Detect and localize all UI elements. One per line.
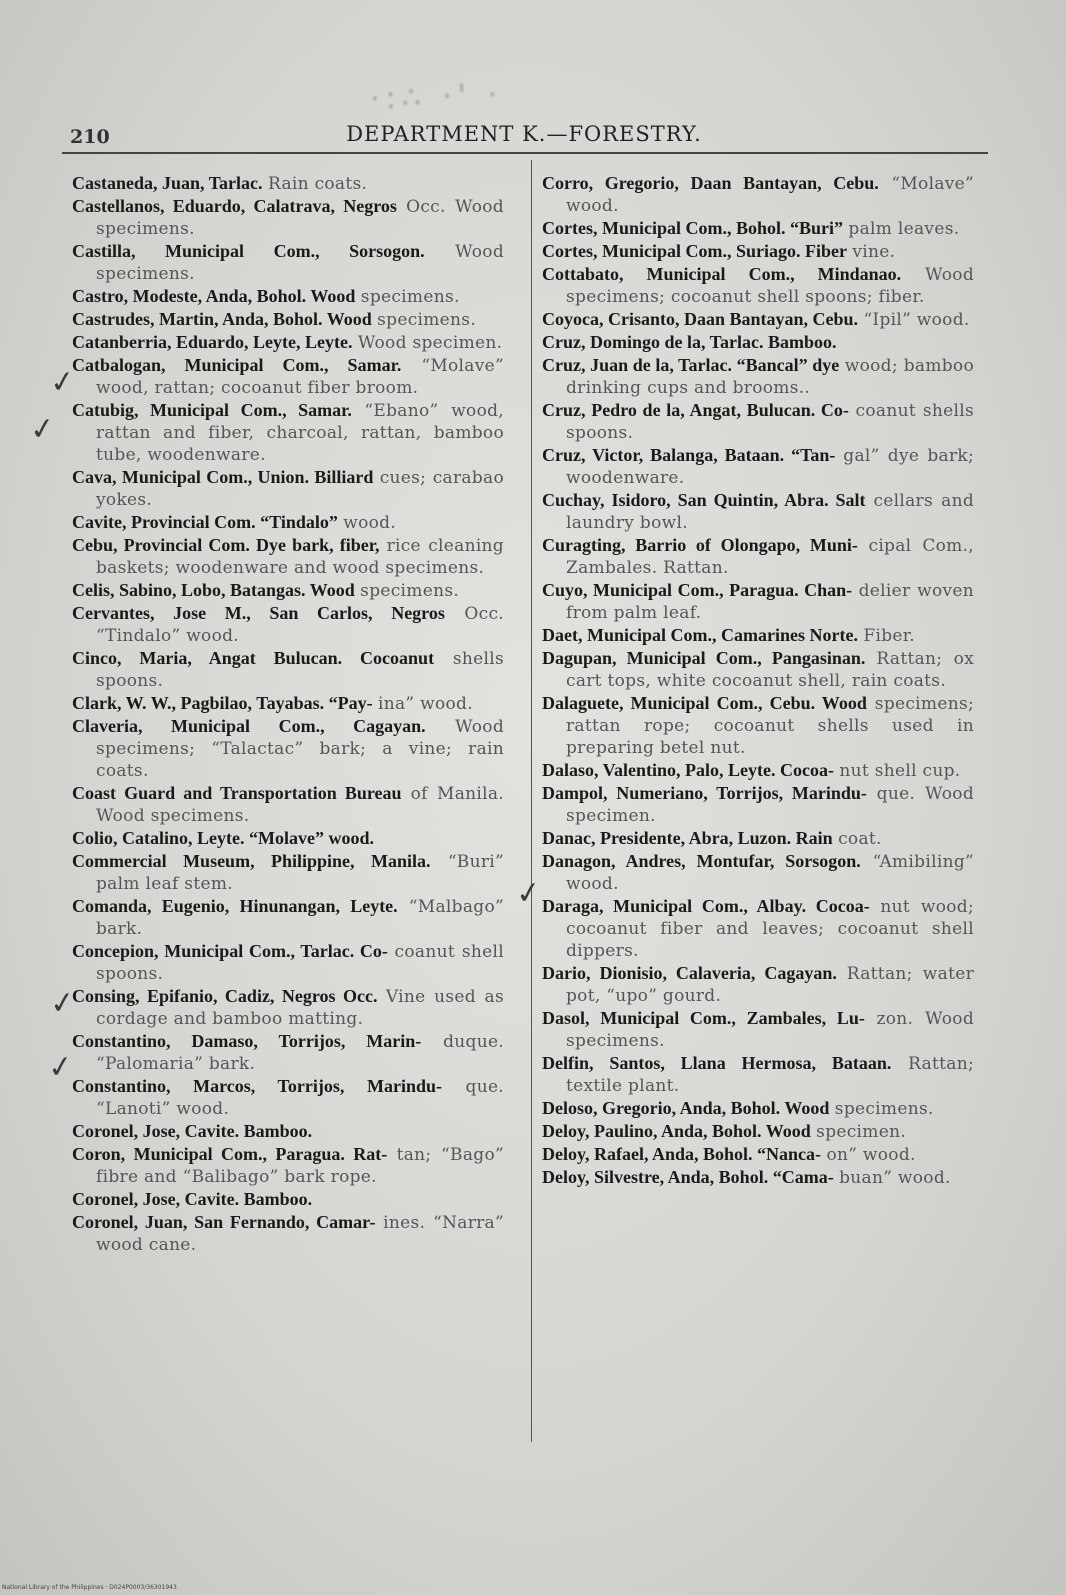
entry-name: Castro, Modeste, Anda, Bohol. Wood bbox=[72, 286, 356, 306]
entry-description: duque. “Palomaria” bark. bbox=[96, 1032, 505, 1074]
entry-name: Cava, Municipal Com., Union. Billiard bbox=[72, 467, 374, 487]
entry-name: Cortes, Municipal Com., Bohol. “Buri” bbox=[542, 218, 844, 238]
entry-description: “Molave” wood, rattan; cocoanut fiber broom. bbox=[96, 356, 504, 398]
entry-description: que. Wood specimen. bbox=[566, 784, 975, 826]
index-entry bbox=[542, 217, 974, 240]
entry-name: Cinco, Maria, Angat Bulucan. Cocoanut bbox=[72, 648, 435, 668]
right-column bbox=[542, 172, 974, 1189]
index-entry bbox=[72, 1075, 504, 1120]
index-entry bbox=[72, 692, 504, 715]
entry-name: Coronel, Juan, San Fernando, Camar- bbox=[72, 1212, 376, 1232]
index-entry bbox=[542, 782, 974, 827]
index-entry bbox=[542, 263, 974, 308]
entry-name: Commercial Museum, Philippine, Manila. bbox=[72, 851, 431, 871]
entry-description: specimens. bbox=[377, 310, 477, 330]
index-entry bbox=[542, 1120, 974, 1143]
index-entry bbox=[72, 466, 504, 511]
entry-name: Clark, W. W., Pagbilao, Tayabas. “Pay- bbox=[72, 693, 373, 713]
entry-name: Danagon, Andres, Montufar, Sorsogon. bbox=[542, 851, 861, 871]
entry-name: Constantino, Marcos, Torrijos, Marindu- bbox=[72, 1076, 442, 1096]
entry-name: Cruz, Domingo de la, Tarlac. Bamboo. bbox=[542, 332, 837, 352]
page-title: DEPARTMENT K.—FORESTRY. bbox=[346, 122, 702, 146]
entry-name: Cortes, Municipal Com., Suriago. Fiber bbox=[542, 241, 847, 261]
index-entry bbox=[72, 172, 504, 195]
index-entry bbox=[72, 1143, 504, 1188]
index-entry bbox=[542, 1007, 974, 1052]
entry-name: Colio, Catalino, Leyte. “Molave” wood. bbox=[72, 828, 374, 848]
entry-name: Cottabato, Municipal Com., Mindanao. bbox=[542, 264, 902, 284]
entry-description: buan” wood. bbox=[839, 1168, 951, 1188]
index-entry bbox=[542, 624, 974, 647]
entry-name: Consing, Epifanio, Cadiz, Negros Occ. bbox=[72, 986, 378, 1006]
entry-description: specimens. bbox=[360, 287, 460, 307]
entry-name: Coyoca, Crisanto, Daan Bantayan, Cebu. bbox=[542, 309, 859, 329]
index-entry bbox=[542, 1097, 974, 1120]
index-entry bbox=[542, 895, 974, 962]
index-entry bbox=[542, 399, 974, 444]
entry-description: ina” wood. bbox=[378, 694, 473, 714]
entry-description: “Malbago” bark. bbox=[96, 897, 504, 939]
page-header bbox=[62, 120, 986, 156]
entry-name: Cruz, Juan de la, Tarlac. “Bancal” dye bbox=[542, 355, 840, 375]
index-entry bbox=[72, 715, 504, 782]
entry-name: Castellanos, Eduardo, Calatrava, Negros bbox=[72, 196, 397, 216]
entry-name: Cavite, Provincial Com. “Tindalo” bbox=[72, 512, 338, 532]
entry-description: coanut shell spoons. bbox=[96, 942, 504, 984]
entry-name: Cruz, Pedro de la, Angat, Bulucan. Co- bbox=[542, 400, 849, 420]
index-entry bbox=[542, 240, 974, 263]
index-entry bbox=[72, 195, 504, 240]
index-entry bbox=[72, 782, 504, 827]
index-entry bbox=[542, 444, 974, 489]
index-entry bbox=[72, 399, 504, 466]
entry-description: “Ipil” wood. bbox=[863, 310, 970, 330]
entry-description: cues; carabao yokes. bbox=[96, 468, 505, 510]
index-entry bbox=[72, 985, 504, 1030]
index-entry bbox=[72, 354, 504, 399]
entry-description: Wood specimens. bbox=[96, 242, 504, 284]
index-entry bbox=[72, 331, 504, 354]
header-rule bbox=[62, 152, 988, 154]
entry-description: tan; “Bago” fibre and “Balibago” bark rope. bbox=[96, 1145, 504, 1187]
index-entry bbox=[542, 354, 974, 399]
entry-description: zon. Wood specimens. bbox=[566, 1009, 975, 1051]
entry-name: Castrudes, Martin, Anda, Bohol. Wood bbox=[72, 309, 372, 329]
entry-name: Dampol, Numeriano, Torrijos, Marindu- bbox=[542, 783, 867, 803]
entry-name: Castaneda, Juan, Tarlac. bbox=[72, 173, 263, 193]
entry-description: ines. “Narra” wood cane. bbox=[96, 1213, 504, 1255]
column-divider bbox=[531, 160, 532, 1442]
entry-description: Fiber. bbox=[863, 626, 915, 646]
index-entry bbox=[542, 331, 974, 354]
index-entry bbox=[72, 534, 504, 579]
index-entry bbox=[542, 534, 974, 579]
index-entry bbox=[542, 759, 974, 782]
entry-description: Wood specimens; “Talactac” bark; a vine; rain coats. bbox=[96, 717, 505, 781]
index-entry bbox=[72, 827, 504, 850]
entry-name: Dalaso, Valentino, Palo, Leyte. Cocoa- bbox=[542, 760, 834, 780]
index-entry bbox=[72, 1211, 504, 1256]
index-entry bbox=[542, 692, 974, 759]
entry-description: specimen. bbox=[816, 1122, 907, 1142]
entry-description: “Ebano” wood, rattan and fiber, charcoal, rattan, bamboo tube, woodenware. bbox=[96, 401, 505, 465]
index-entry bbox=[542, 962, 974, 1007]
entry-name: Daraga, Municipal Com., Albay. Cocoa- bbox=[542, 896, 870, 916]
entry-name: Daet, Municipal Com., Camarines Norte. bbox=[542, 625, 858, 645]
entry-name: Castilla, Municipal Com., Sorsogon. bbox=[72, 241, 425, 261]
index-entry bbox=[542, 1143, 974, 1166]
pencil-checkmark-icon: ✓ bbox=[27, 410, 58, 449]
entry-description: specimens. bbox=[834, 1099, 934, 1119]
entry-description: nut shell cup. bbox=[839, 761, 961, 781]
index-entry bbox=[72, 1188, 504, 1211]
entry-name: Coronel, Jose, Cavite. Bamboo. bbox=[72, 1189, 313, 1209]
entry-name: Delfin, Santos, Llana Hermosa, Bataan. bbox=[542, 1053, 892, 1073]
entry-description: rice cleaning baskets; woodenware and wood specimens. bbox=[96, 536, 504, 578]
entry-name: Deloso, Gregorio, Anda, Bohol. Wood bbox=[542, 1098, 830, 1118]
entry-description: Rattan; textile plant. bbox=[566, 1054, 975, 1096]
entry-name: Dasol, Municipal Com., Zambales, Lu- bbox=[542, 1008, 865, 1028]
entry-description: delier woven from palm leaf. bbox=[566, 581, 974, 623]
entry-description: Rattan; water pot, “upo” gourd. bbox=[566, 964, 975, 1006]
index-entry bbox=[542, 1052, 974, 1097]
entry-name: Deloy, Rafael, Anda, Bohol. “Nanca- bbox=[542, 1144, 822, 1164]
entry-description: Rattan; ox cart tops, white cocoanut shell, rain coats. bbox=[566, 649, 975, 691]
entry-name: Catubig, Municipal Com., Samar. bbox=[72, 400, 352, 420]
entry-name: Danac, Presidente, Abra, Luzon. Rain bbox=[542, 828, 833, 848]
entry-description: “Amibiling” wood. bbox=[566, 852, 974, 894]
index-entry bbox=[72, 579, 504, 602]
left-column bbox=[72, 172, 504, 1256]
index-entry bbox=[542, 308, 974, 331]
pencil-checkmark-icon: ✓ bbox=[45, 1048, 76, 1087]
index-entry bbox=[72, 895, 504, 940]
index-entry bbox=[542, 647, 974, 692]
entry-name: Curagting, Barrio of Olongapo, Muni- bbox=[542, 535, 858, 555]
index-entry bbox=[542, 1166, 974, 1189]
entry-description: Occ. Wood specimens. bbox=[96, 197, 504, 239]
index-entry bbox=[72, 1120, 504, 1143]
entry-description: cellars and laundry bowl. bbox=[566, 491, 975, 533]
entry-name: Catbalogan, Municipal Com., Samar. bbox=[72, 355, 402, 375]
entry-description: wood. bbox=[343, 513, 397, 533]
pencil-checkmark-icon: ✓ bbox=[47, 984, 78, 1023]
entry-name: Deloy, Paulino, Anda, Bohol. Wood bbox=[542, 1121, 811, 1141]
entry-name: Claveria, Municipal Com., Cagayan. bbox=[72, 716, 426, 736]
entry-name: Catanberria, Eduardo, Leyte, Leyte. bbox=[72, 332, 353, 352]
pencil-checkmark-icon: ✓ bbox=[513, 874, 544, 913]
entry-description: gal” dye bark; woodenware. bbox=[566, 446, 975, 488]
index-entry bbox=[542, 489, 974, 534]
index-entry bbox=[72, 647, 504, 692]
entry-description: shells spoons. bbox=[96, 649, 504, 691]
entry-description: Occ. “Tindalo” wood. bbox=[96, 604, 505, 646]
page-number: 210 bbox=[70, 126, 110, 148]
entry-name: Cuchay, Isidoro, San Quintin, Abra. Salt bbox=[542, 490, 866, 510]
index-entry bbox=[72, 602, 504, 647]
entry-description: “Molave” wood. bbox=[566, 174, 975, 216]
entry-name: Deloy, Silvestre, Anda, Bohol. “Cama- bbox=[542, 1167, 834, 1187]
index-entry bbox=[72, 1030, 504, 1075]
entry-description: wood; bamboo drinking cups and brooms.. bbox=[566, 356, 975, 398]
entry-description: of Manila. Wood specimens. bbox=[96, 784, 505, 826]
entry-description: specimens. bbox=[360, 581, 460, 601]
entry-description: palm leaves. bbox=[848, 219, 960, 239]
entry-name: Comanda, Eugenio, Hinunangan, Leyte. bbox=[72, 896, 398, 916]
entry-name: Concepion, Municipal Com., Tarlac. Co- bbox=[72, 941, 388, 961]
index-entry bbox=[542, 850, 974, 895]
entry-name: Coronel, Jose, Cavite. Bamboo. bbox=[72, 1121, 313, 1141]
index-entry bbox=[72, 850, 504, 895]
index-entry bbox=[542, 827, 974, 850]
entry-description: vine. bbox=[852, 242, 896, 262]
entry-description: nut wood; cocoanut fiber and leaves; cocoanut shell dippers. bbox=[566, 897, 974, 961]
entry-description: “Buri” palm leaf stem. bbox=[96, 852, 504, 894]
entry-description: specimens; rattan rope; cocoanut shells used in preparing betel nut. bbox=[566, 694, 975, 758]
entry-description: Wood specimen. bbox=[357, 333, 503, 353]
entry-description: coat. bbox=[838, 829, 882, 849]
entry-description: Vine used as cordage and bamboo matting. bbox=[96, 987, 505, 1029]
index-entry bbox=[542, 172, 974, 217]
entry-description: on” wood. bbox=[826, 1145, 916, 1165]
index-entry bbox=[72, 240, 504, 285]
entry-description: Rain coats. bbox=[267, 174, 368, 194]
index-entry bbox=[542, 579, 974, 624]
footer-credit: National Library of the Philippines · D024P0003/36301943 bbox=[2, 1584, 177, 1591]
index-entry bbox=[72, 511, 504, 534]
entry-name: Cebu, Provincial Com. Dye bark, fiber, bbox=[72, 535, 380, 555]
entry-description: cipal Com., Zambales. Rattan. bbox=[566, 536, 974, 578]
entry-name: Dalaguete, Municipal Com., Cebu. Wood bbox=[542, 693, 867, 713]
entry-name: Dagupan, Municipal Com., Pangasinan. bbox=[542, 648, 866, 668]
entry-name: Cuyo, Municipal Com., Paragua. Chan- bbox=[542, 580, 853, 600]
entry-name: Coast Guard and Transportation Bureau bbox=[72, 783, 402, 803]
entry-name: Cervantes, Jose M., San Carlos, Negros bbox=[72, 603, 445, 623]
index-entry bbox=[72, 308, 504, 331]
entry-description: Wood specimens; cocoanut shell spoons; fiber. bbox=[566, 265, 974, 307]
index-entry bbox=[72, 940, 504, 985]
entry-name: Coron, Municipal Com., Paragua. Rat- bbox=[72, 1144, 388, 1164]
entry-name: Constantino, Damaso, Torrijos, Marin- bbox=[72, 1031, 422, 1051]
ink-smudge: ·:∴ ·' · bbox=[369, 77, 504, 118]
pencil-checkmark-icon: ✓ bbox=[47, 363, 78, 402]
entry-name: Cruz, Victor, Balanga, Bataan. “Tan- bbox=[542, 445, 836, 465]
entry-name: Dario, Dionisio, Calaveria, Cagayan. bbox=[542, 963, 837, 983]
entry-name: Corro, Gregorio, Daan Bantayan, Cebu. bbox=[542, 173, 879, 193]
index-entry bbox=[72, 285, 504, 308]
entry-description: coanut shells spoons. bbox=[566, 401, 974, 443]
entry-name: Celis, Sabino, Lobo, Batangas. Wood bbox=[72, 580, 355, 600]
entry-description: que. “Lanoti” wood. bbox=[96, 1077, 505, 1119]
